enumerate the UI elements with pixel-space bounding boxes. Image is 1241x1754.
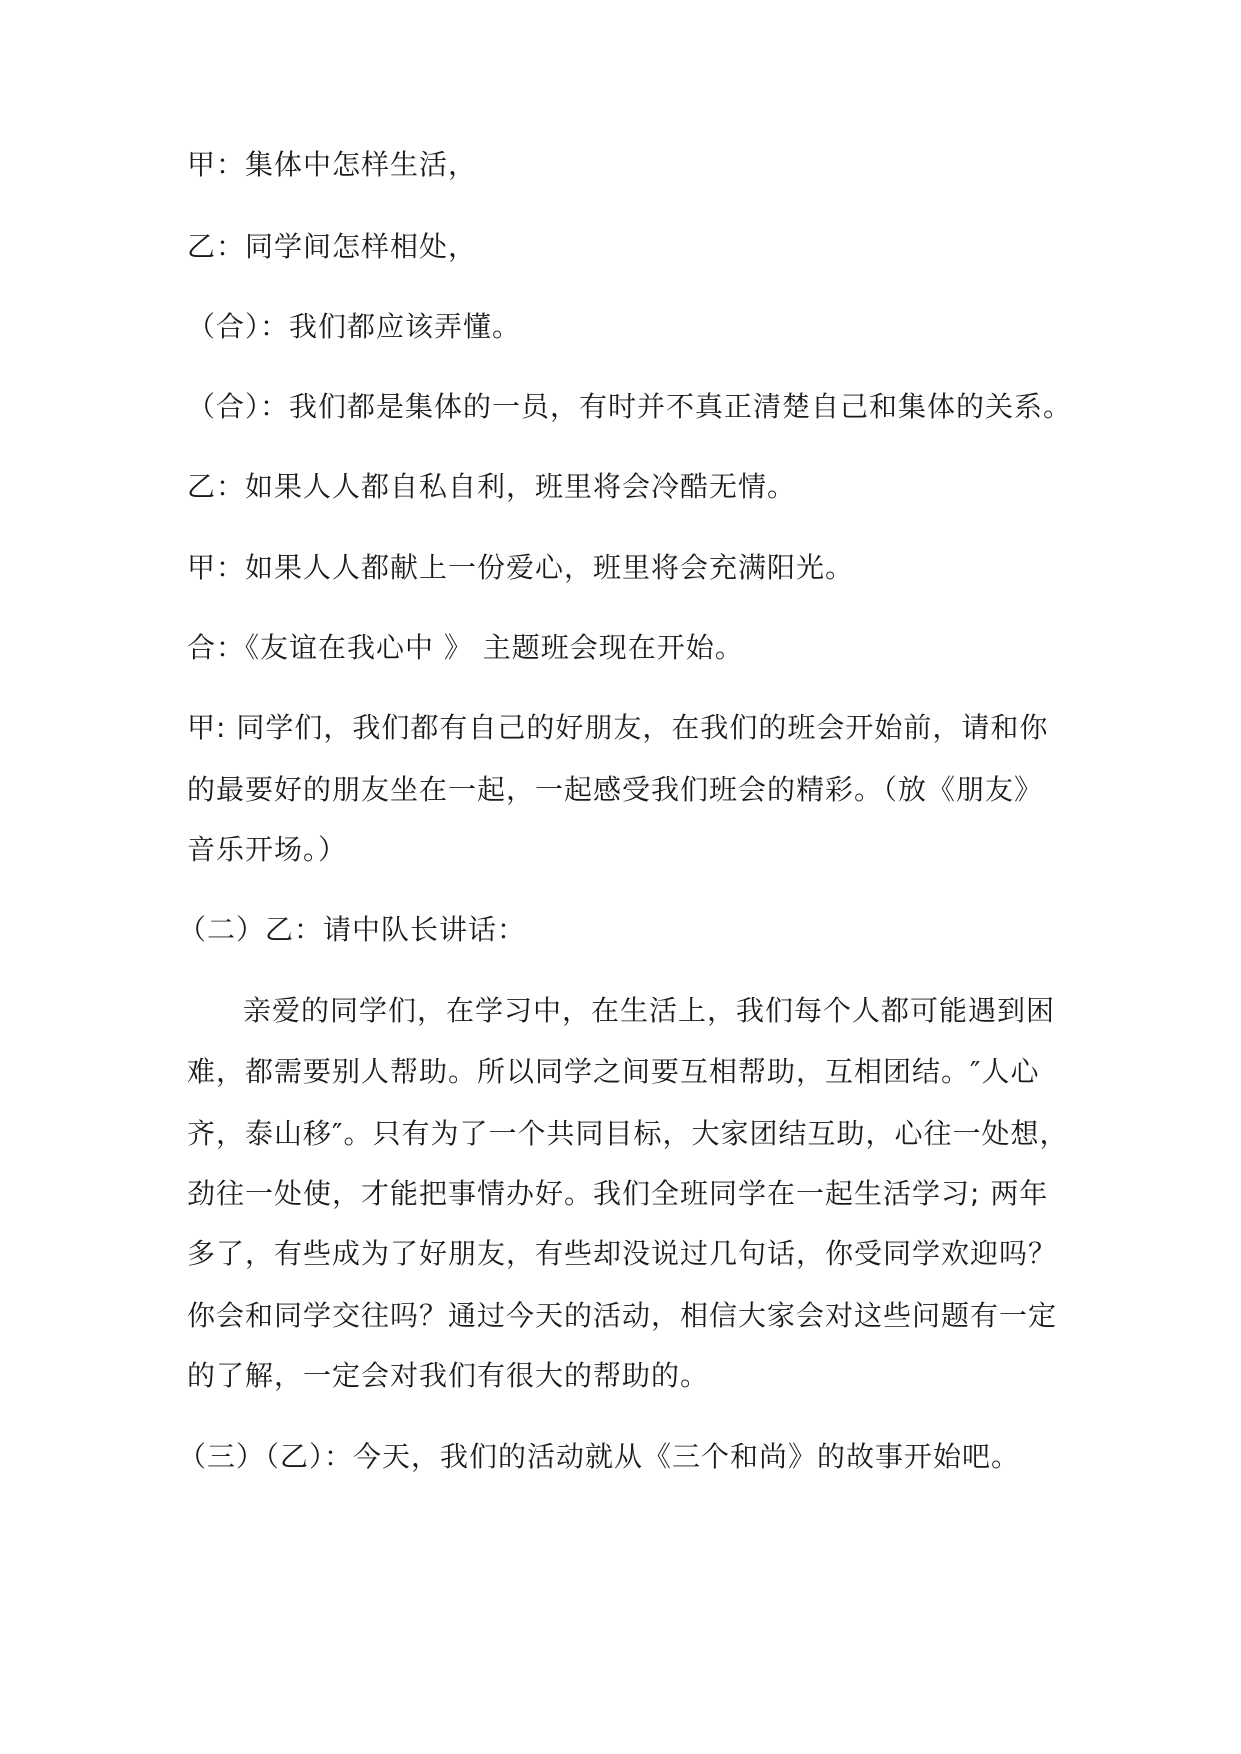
speech-paragraph-line-1: 亲爱的同学们，在学习中，在生活上，我们每个人都可能遇到困 bbox=[243, 994, 1056, 1027]
speech-paragraph-line-6: 你会和同学交往吗？通过今天的活动，相信大家会对这些问题有一定 bbox=[187, 1299, 1058, 1332]
speech-paragraph-line-4: 劲往一处使，才能把事情办好。我们全班同学在一起生活学习; 两年 bbox=[187, 1177, 1049, 1210]
section-three-heading: （三）（乙）：今天，我们的活动就从《三个和尚》的故事开始吧。 bbox=[178, 1440, 1021, 1473]
speech-paragraph-line-5: 多了，有些成为了好朋友，有些却没说过几句话，你受同学欢迎吗？ bbox=[187, 1237, 1058, 1270]
dialogue-line-he-1: （合）：我们都应该弄懂。 bbox=[187, 310, 522, 343]
speech-paragraph-line-7: 的了解，一定会对我们有很大的帮助的。 bbox=[187, 1359, 710, 1392]
speech-paragraph-line-3: 齐，泰山移″。只有为了一个共同目标，大家团结互助，心往一处想， bbox=[187, 1117, 1069, 1150]
paragraph-jia-line-2: 的最要好的朋友坐在一起，一起感受我们班会的精彩。（放《朋友》 bbox=[187, 773, 1044, 806]
paragraph-jia-line-1: 甲: 同学们，我们都有自己的好朋友，在我们的班会开始前，请和你 bbox=[187, 711, 1049, 744]
paragraph-jia-line-3: 音乐开场。） bbox=[187, 833, 348, 866]
dialogue-line-yi-1: 乙：同学间怎样相处， bbox=[187, 230, 478, 263]
section-two-heading: （二）乙：请中队长讲话： bbox=[178, 913, 527, 946]
dialogue-line-jia-2: 甲：如果人人都献上一份爱心，班里将会充满阳光。 bbox=[187, 551, 855, 584]
dialogue-line-he-2: （合）：我们都是集体的一员，有时并不真正清楚自己和集体的关系。 bbox=[187, 390, 1073, 423]
dialogue-line-yi-2: 乙：如果人人都自私自利，班里将会冷酷无情。 bbox=[187, 470, 797, 503]
dialogue-line-jia-1: 甲：集体中怎样生活， bbox=[187, 148, 478, 181]
dialogue-line-he-3: 合：《友谊在我心中 》 主题班会现在开始。 bbox=[187, 631, 744, 664]
speech-paragraph-line-2: 难，都需要别人帮助。所以同学之间要互相帮助，互相团结。″人心 bbox=[187, 1055, 1040, 1088]
